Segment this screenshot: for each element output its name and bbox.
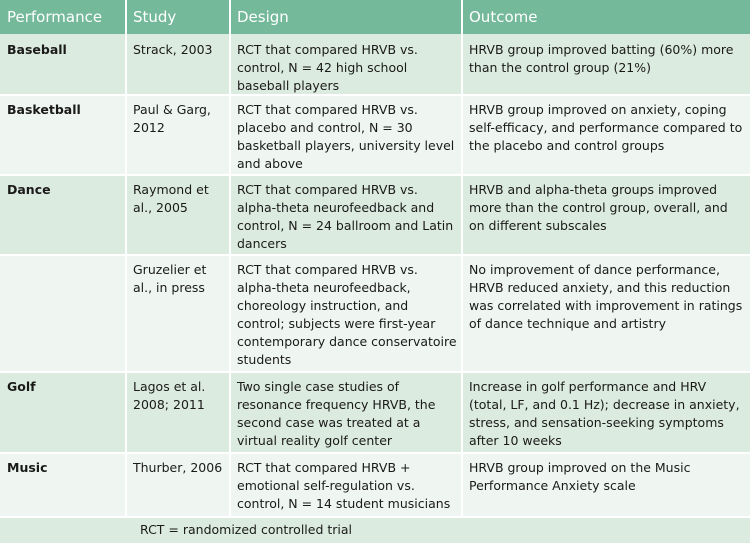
cell-study: Strack, 2003	[133, 42, 213, 57]
header-outcome: Outcome	[469, 8, 538, 26]
header-performance: Performance	[7, 8, 103, 26]
cell-study: Thurber, 2006	[133, 460, 223, 475]
column-divider	[125, 0, 127, 517]
cell-design: RCT that compared HRVB vs. alpha-theta neurofeedback and control, N = 24 ballroom and Latin dancers	[237, 182, 454, 251]
header-study: Study	[133, 8, 177, 26]
footnote: RCT = randomized controlled trial	[140, 522, 353, 537]
row-divider	[0, 174, 750, 176]
row-divider	[0, 371, 750, 373]
cell-performance: Basketball	[7, 102, 81, 117]
cell-outcome: HRVB group improved batting (60%) more than the control group (21%)	[469, 42, 734, 75]
cell-performance: Golf	[7, 379, 36, 394]
cell-design: RCT that compared HRVB + emotional self-regulation vs. control, N = 14 student musicians	[237, 460, 451, 511]
cell-performance: Baseball	[7, 42, 67, 57]
cell-outcome: No improvement of dance performance, HRVB reduced anxiety, and this reduction was correlated with improvement in ratings of dance technique and artistry	[469, 262, 743, 331]
header-design: Design	[237, 8, 289, 26]
cell-study: Paul & Garg, 2012	[133, 102, 211, 135]
cell-study: Lagos et al. 2008; 2011	[133, 379, 206, 412]
row-divider	[0, 254, 750, 256]
cell-outcome: HRVB group improved on anxiety, coping self-efficacy, and performance compared to the placebo and control groups	[469, 102, 743, 153]
row-divider	[0, 516, 750, 518]
cell-design: RCT that compared HRVB vs. control, N = 42 high school baseball players	[237, 42, 418, 93]
cell-performance: Music	[7, 460, 48, 475]
cell-design: Two single case studies of resonance frequency HRVB, the second case was treated at a virtual reality golf center	[237, 379, 436, 448]
row-divider	[0, 452, 750, 454]
table-footnote-row	[0, 517, 750, 543]
cell-outcome: Increase in golf performance and HRV (total, LF, and 0.1 Hz); decrease in anxiety, stress, and sensation-seeking symptoms after 10 weeks	[469, 379, 740, 448]
cell-outcome: HRVB group improved on the Music Performance Anxiety scale	[469, 460, 691, 493]
cell-study: Raymond et al., 2005	[133, 182, 209, 215]
cell-design: RCT that compared HRVB vs. alpha-theta neurofeedback, choreology instruction, and control; subjects were first-year contemporary dance conservatoire students	[237, 262, 457, 367]
cell-design: RCT that compared HRVB vs. placebo and control, N = 30 basketball players, university level and above	[237, 102, 455, 171]
cell-study: Gruzelier et al., in press	[133, 262, 207, 295]
cell-outcome: HRVB and alpha-theta groups improved more than the control group, overall, and on different subscales	[469, 182, 728, 233]
cell-performance: Dance	[7, 182, 51, 197]
